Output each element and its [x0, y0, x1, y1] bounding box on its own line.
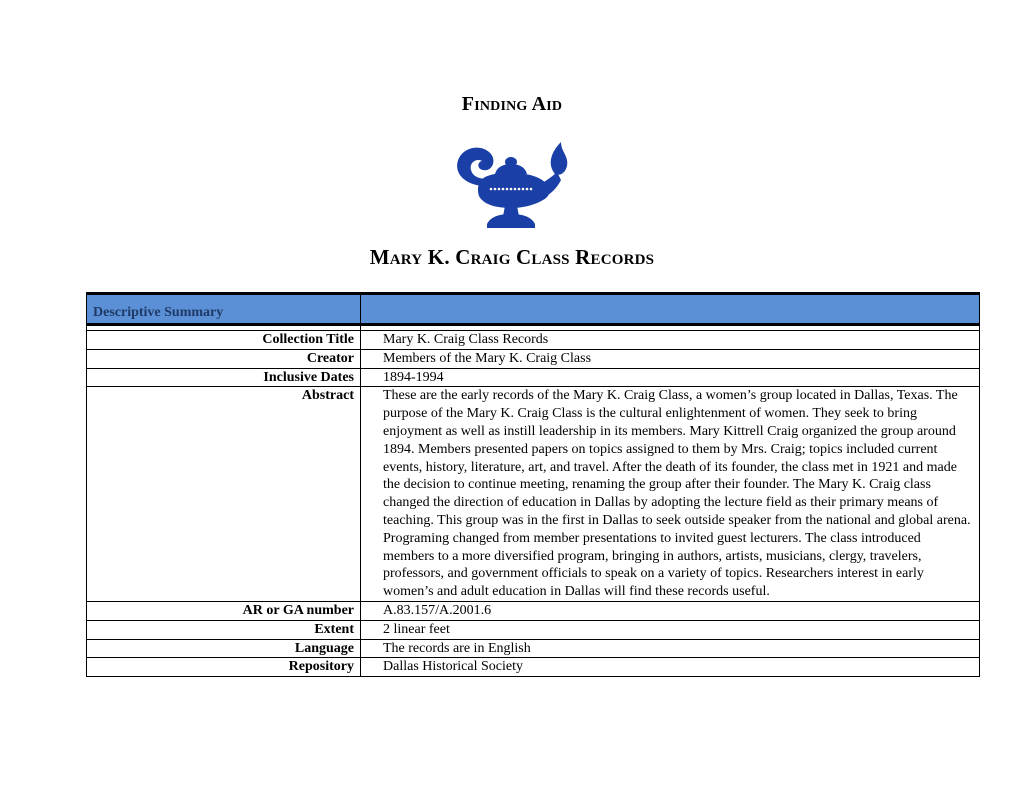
table-row: [87, 601, 980, 620]
row-label: Language: [87, 639, 361, 658]
row-label: Inclusive Dates: [87, 368, 361, 387]
summary-header-cell: [87, 294, 361, 325]
document-title: Finding Aid: [461, 93, 563, 115]
collection-heading: Mary K. Craig Class Records: [369, 245, 655, 269]
summary-header-row: [87, 294, 980, 325]
row-label: Extent: [87, 620, 361, 639]
table-row: [87, 658, 980, 677]
summary-header-blank: [361, 294, 980, 325]
section-label: Descriptive Summary: [93, 305, 224, 321]
table-row: [87, 331, 980, 350]
table-row: [87, 387, 980, 602]
row-label: Repository: [87, 658, 361, 677]
table-row: [87, 368, 980, 387]
row-value: Members of the Mary K. Craig Class: [361, 349, 980, 368]
oil-lamp-icon: [447, 140, 575, 236]
table-row: [87, 349, 980, 368]
row-label: Collection Title: [87, 331, 361, 350]
table-row: [87, 620, 980, 639]
row-value: 2 linear feet: [361, 620, 980, 639]
row-value: Mary K. Craig Class Records: [361, 331, 980, 350]
row-value: A.83.157/A.2001.6: [361, 601, 980, 620]
abstract-text: These are the early records of the Mary K. Craig Class, a women’s group located in Dallas, Texas. The purpose of the Mary K. Craig Class is the cultural enlightenment of women. They seek to bring enjoyment as well as instill leadership in its members. Mary Kittrell Craig organized the group around 1894. Members presented papers on topics assigned to them by Mrs. Craig; topics included current events, history, literature, art, and travel. After the death of its founder, the class met in 1921 and made the decision to continue meeting, renaming the group after their founder. The Mary K. Craig class changed the direction of education in Dallas by adopting the lecture field as their primary means of teaching. This group was in the first in Dallas to seek outside speaker from the national and global arena. Programing changed from member presentations to invited guest lecturers. The class introduced members to a more diversified program, bringing in authors, artists, musicians, clergy, travelers, professors, and government officials to speak on a variety of topics. Researchers interest in early women’s and adult education in Dallas will find these records useful.: [361, 387, 980, 602]
row-value: 1894-1994: [361, 368, 980, 387]
row-value: The records are in English: [361, 639, 980, 658]
row-value: Dallas Historical Society: [361, 658, 980, 677]
table-row: [87, 639, 980, 658]
row-label: AR or GA number: [87, 601, 361, 620]
row-label: Abstract: [87, 387, 361, 602]
row-label: Creator: [87, 349, 361, 368]
descriptive-summary-table: [86, 292, 980, 677]
